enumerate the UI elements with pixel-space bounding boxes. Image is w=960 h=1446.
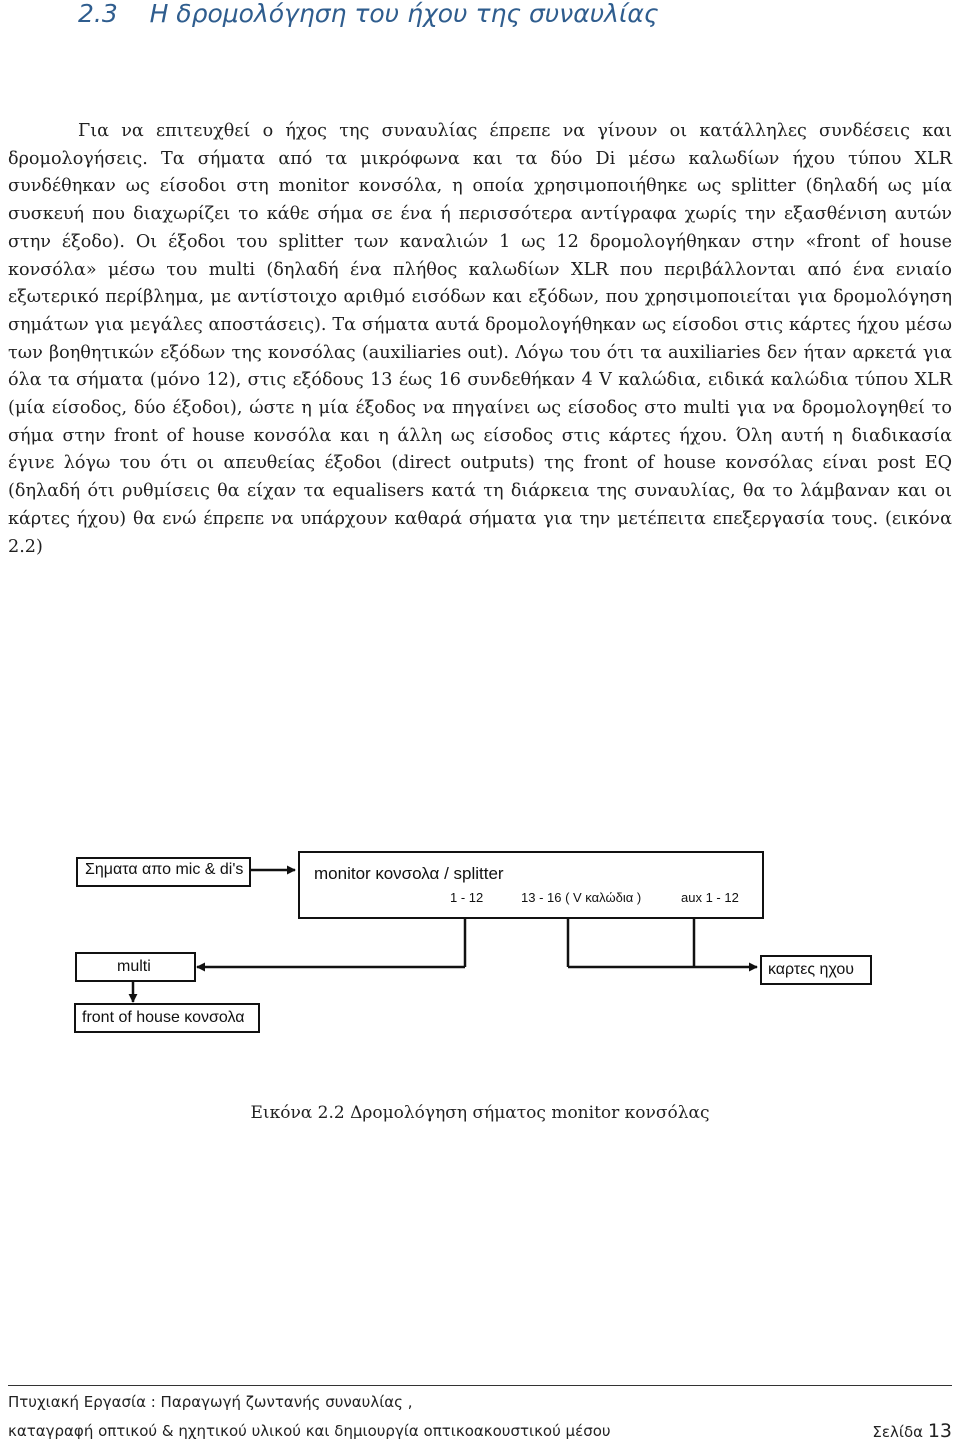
splitter-channels-1-12: 1 - 12 [450, 890, 484, 905]
multi-box-label: multi [117, 958, 151, 975]
splitter-box [298, 851, 764, 919]
source-box [76, 857, 251, 887]
sound-cards-box-label: καρτες ηχου [768, 961, 855, 978]
multi-box [75, 952, 196, 982]
page-number [872, 1420, 952, 1442]
footer-line-1: Πτυχιακή Εργασία : Παραγωγή ζωντανής συναυλίας , [8, 1393, 413, 1411]
page-label: Σελίδα [872, 1423, 924, 1441]
body-paragraph: Για να επιτευχθεί ο ήχος της συναυλίας έπρεπε να γίνουν οι κατάλληλες συνδέσεις και δρομολογήσεις. Τα σήματα από τα μικρόφωνα και τα δύο Di μέσω καλωδίων ήχου τύπου XLR συνδέθηκαν ως είσοδοι στη monitor κονσόλα, η οποία χρησιμοποιήθηκε ως splitter (δηλαδή ως μία συσκευή που διαχωρίζει το κάθε σήμα σε ένα ή περισσότερα αντίγραφα χωρίς την εξασθένιση αυτών στην έξοδο). Οι έξοδοι του splitter των καναλιών 1 ως 12 δρομολογήθηκαν στην «front of house κονσόλα» μέσω του multi (δηλαδή ένα πλήθος καλωδίων XLR που περιβάλλονται από ένα ενιαίο εξωτερικό περίβλημα, με αντίστοιχο αριθμό εισόδων και εξόδων, που χρησιμοποιείται για δρομολόγηση σημάτων για μεγάλες αποστάσεις). Τα σήματα αυτά δρομολογήθηκαν ως είσοδοι στις κάρτες ήχου μέσω των βοηθητικών εξόδων της κονσόλας (auxiliaries out). Λόγω του ότι τα auxiliaries δεν ήταν αρκετά για όλα τα σήματα (μόνο 12), στις εξόδους 13 έως 16 συνδεθήκαν 4 V καλώδια, ειδικά καλώδια τύπου XLR (μία είσοδος, δύο έξοδοι), ώστε η μία έξοδος να πηγαίνει ως είσοδος στο multi για να δρομολογηθεί το σήμα στην front of house κονσόλα και η άλλη ως είσοδος στις κάρτες ήχου. Όλη αυτή η διαδικασία έγινε λόγω του ότι οι απευθείας έξοδοι (direct outputs) της front of house κονσόλας είναι post EQ (δηλαδή ότι ρυθμίσεις θα είχαν τα equalisers κατά τη διάρκεια της συναυλίας, θα το λάμβαναν και οι κάρτες ήχου) θα ενώ έπρεπε να υπάρχουν καθαρά σήματα για την μετέπειτα επεξεργασία τους. (εικόνα 2.2) [8, 121, 952, 557]
routing-diagram [0, 845, 960, 1045]
footer-line-2: καταγραφή οπτικού & ηχητικού υλικού και δημιουργία οπτικοακουστικού μέσου [8, 1422, 611, 1440]
splitter-box-title: monitor κονσολα / splitter [314, 864, 504, 883]
section-number: 2.3 [78, 0, 118, 28]
source-box-label: Σηματα απο mic & di's [85, 861, 244, 878]
section-title: Η δρομολόγηση του ήχου της συναυλίας [149, 0, 659, 28]
foh-box-label: front of house κονσολα [82, 1009, 245, 1026]
footer-divider [8, 1385, 952, 1386]
foh-box [74, 1003, 260, 1033]
splitter-aux-1-12: aux 1 - 12 [681, 890, 739, 905]
sound-cards-box [760, 955, 872, 985]
splitter-channels-13-16: 13 - 16 ( V καλώδια ) [521, 890, 642, 905]
page-number-value: 13 [927, 1420, 952, 1442]
section-heading [78, 0, 938, 34]
figure-caption: Εικόνα 2.2 Δρομολόγηση σήματος monitor κονσόλας [250, 1103, 710, 1123]
